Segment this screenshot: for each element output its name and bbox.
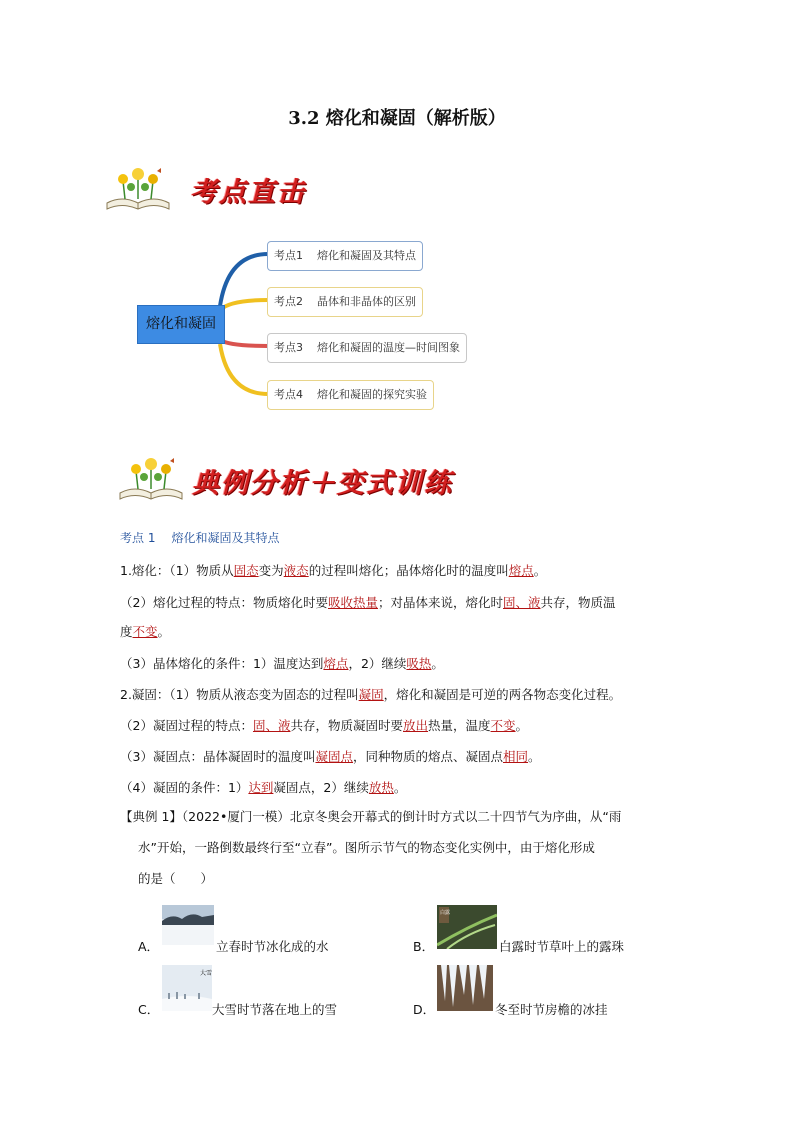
paragraph-2b [120,622,170,642]
image-tag-c: 大雪 [200,970,212,977]
text: ，2）继续 [348,656,407,671]
paragraph-7 [120,778,406,798]
node-text: 熔化和凝固的探究实验 [317,388,427,401]
book-flower-icon [118,455,184,501]
section-text: 熔化和凝固及其特点 [171,531,280,545]
option-d-label[interactable]: D． [413,1002,436,1017]
text: 1.熔化：（1）物质从 [120,563,234,578]
option-c-label[interactable]: C． [138,1002,160,1017]
answer: 不变 [132,624,158,639]
node-key: 考点1 [274,249,303,262]
text: ，熔化和凝固是可逆的两各物态变化过程。 [383,687,622,702]
example-line-2: 水”开始，一路倒数最终行至“立春”。图所示节气的物态变化实例中，由于熔化形成 [138,840,595,855]
option-d-image [437,965,493,1011]
text: （3）晶体熔化的条件：1）温度达到 [120,656,324,671]
answer: 固、液 [503,595,541,610]
text: ；对晶体来说，熔化时 [377,595,503,610]
mindmap-node-3 [267,333,467,363]
text: 热量，温度 [428,718,491,733]
banner-title-2: 典例分析＋变式训练 [192,468,453,499]
banner-title-1: 考点直击 [190,177,306,208]
answer: 放出 [403,718,429,733]
paragraph-1 [120,561,546,581]
answer: 液态 [283,563,309,578]
paragraph-4 [120,685,621,705]
banner-1 [105,165,171,215]
text: 。 [533,563,547,578]
text: 共存，物质温 [540,595,616,610]
image-tag-b: 白露 [440,910,451,916]
option-d-text: 冬至时节房檐的冰挂 [495,1002,608,1017]
text: 共存，物质凝固时要 [290,718,403,733]
banner-2 [118,455,184,505]
node-key: 考点3 [274,341,303,354]
node-text: 晶体和非晶体的区别 [317,295,416,308]
answer: 熔点 [323,656,349,671]
text: （2）凝固过程的特点： [120,718,253,733]
mindmap-node-4 [267,380,434,410]
option-a-text: 立春时节冰化成的水 [216,939,329,954]
section-key: 考点 1 [120,531,156,545]
paragraph-2 [120,593,616,613]
book-flower-icon [105,165,171,211]
option-b-label[interactable]: B． [413,939,435,954]
text: （4）凝固的条件：1） [120,780,249,795]
paragraph-6 [120,747,541,767]
text: 度 [120,624,133,639]
text: 。 [515,718,529,733]
text: ，同种物质的熔点、凝固点 [352,749,503,764]
answer: 放热 [368,780,394,795]
answer: 熔点 [508,563,534,578]
answer: 达到 [248,780,274,795]
text: 。 [431,656,444,671]
answer: 凝固 [358,687,384,702]
option-b-image [437,905,497,949]
text: 2.凝固：（1）物质从液态变为固态的过程叫 [120,687,359,702]
node-text: 熔化和凝固及其特点 [317,249,416,262]
text: 。 [393,780,407,795]
option-b-text: 白露时节草叶上的露珠 [499,939,625,954]
text: 凝固点，2）继续 [273,780,369,795]
mindmap-node-2 [267,287,423,317]
paragraph-5 [120,716,528,736]
option-c-text: 大雪时节落在地上的雪 [212,1002,338,1017]
option-a-label[interactable]: A． [138,939,160,954]
answer: 吸热 [406,656,432,671]
text: 变为 [258,563,284,578]
node-text: 熔化和凝固的温度—时间图象 [317,341,460,354]
text: 。 [528,749,541,764]
answer: 吸收热量 [327,595,378,610]
node-key: 考点4 [274,388,303,401]
answer: 固态 [233,563,259,578]
answer: 凝固点 [315,749,353,764]
option-a-image [162,905,214,945]
paragraph-3 [120,654,444,674]
mindmap-center: 熔化和凝固 [137,305,225,344]
example-line-3: 的是（ ） [138,871,214,886]
example-line-1: 【典例 1】（2022•厦门一模）北京冬奥会开幕式的倒计时方式以二十四节气为序曲，从“雨 [120,809,622,824]
answer: 不变 [490,718,516,733]
option-c-image [162,965,212,1011]
mindmap-node-1 [267,241,423,271]
text: （3）凝固点：晶体凝固时的温度叫 [120,749,316,764]
answer: 相同 [503,749,529,764]
text: 的过程叫熔化；晶体熔化时的温度叫 [308,563,509,578]
answer: 固、液 [252,718,291,733]
page-title: 3.2 熔化和凝固（解析版） [288,108,506,129]
text: （2）熔化过程的特点：物质熔化时要 [120,595,328,610]
node-key: 考点2 [274,295,303,308]
text: 。 [157,624,171,639]
section-heading [120,529,279,546]
